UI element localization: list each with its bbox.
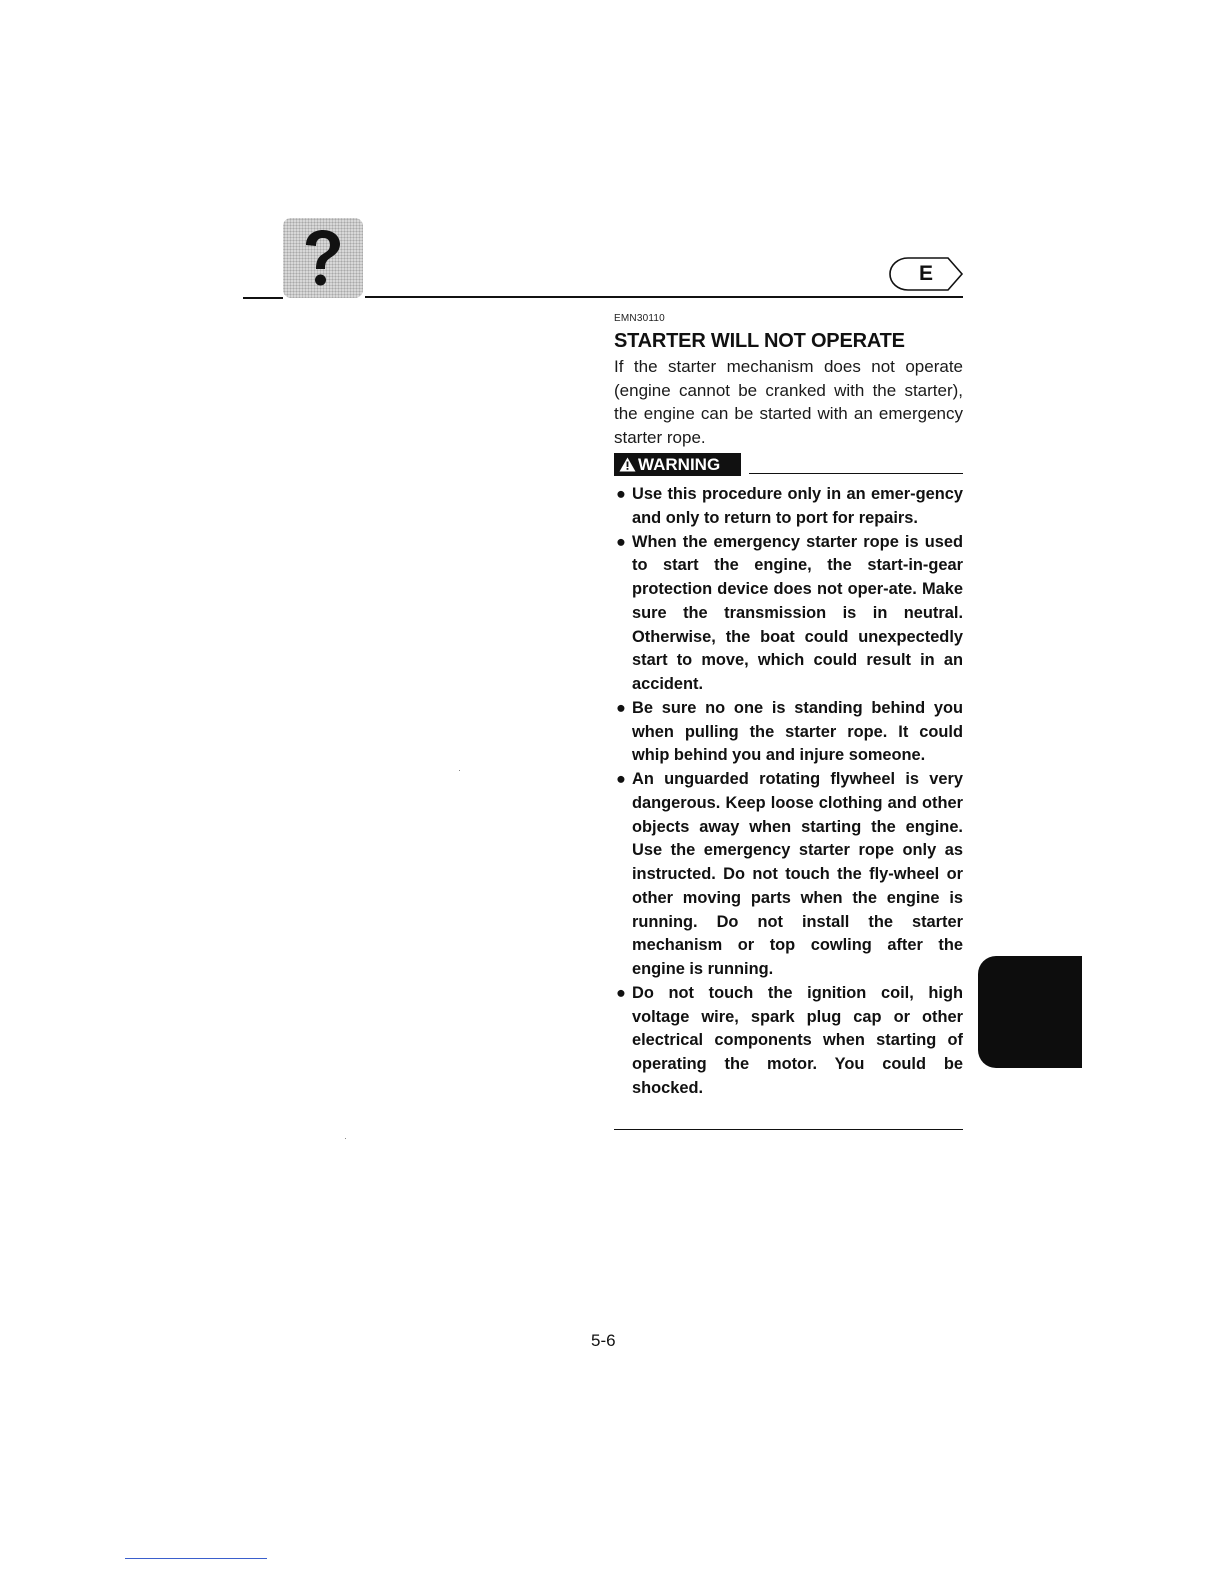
bullet-icon: ● — [616, 770, 626, 788]
warning-item-text: When the emergency starter rope is used to start the engine, the start-in-gear protection device does not oper-ate. Make sure the transmission is in neutral. Otherwise, the boat could unexpectedly start to move, which could result in an accident. — [632, 532, 963, 693]
warning-rule — [749, 473, 963, 474]
bullet-icon: ● — [616, 698, 626, 717]
warning-item-text: Do not touch the ignition coil, high voltage wire, spark plug cap or other electrical components when starting of operating the motor. You could be shocked. — [632, 983, 963, 1097]
warning-triangle-icon — [619, 457, 636, 472]
warning-item — [614, 982, 963, 1101]
warning-item-text: Use this procedure only in an emer-gency and only to return to port for repairs. — [632, 485, 963, 527]
warning-label: WARNING — [638, 455, 721, 474]
warning-badge — [614, 453, 741, 476]
header-rule-right — [365, 296, 963, 298]
footer-link-rule — [125, 1558, 267, 1559]
bullet-icon: ● — [616, 983, 626, 1002]
question-mark-icon — [283, 218, 363, 298]
warning-item-text: Be sure no one is standing behind you when pulling the starter rope. It could whip behind you and injure someone. — [632, 698, 963, 765]
warning-item-text: An unguarded rotating flywheel is very dangerous. Keep loose clothing and other objects away when starting the engine. Use the emergency starter rope only as instructed. Do not touch the fly-wheel or other moving parts when the engine is running. Do not install the starter mechanism or top cowling after the engine is running. — [632, 770, 963, 978]
page-number: 5-6 — [591, 1331, 616, 1350]
warning-item — [614, 531, 963, 697]
scan-speck — [459, 770, 460, 771]
intro-paragraph: If the starter mechanism does not operate (engine cannot be cranked with the starter), the engine can be started with an emergency starter rope. — [614, 357, 963, 448]
warning-item — [614, 768, 963, 982]
question-mark-glyph — [301, 228, 345, 290]
warning-end-rule — [614, 1129, 963, 1130]
scan-speck — [345, 1138, 346, 1139]
document-code: EMN30110 — [614, 313, 665, 324]
header-rule-left — [243, 297, 283, 299]
language-badge — [888, 256, 964, 297]
warning-item — [614, 483, 963, 531]
bullet-icon: ● — [616, 485, 626, 503]
section-title: STARTER WILL NOT OPERATE — [614, 330, 905, 352]
language-letter: E — [918, 262, 933, 285]
warning-list — [614, 483, 963, 1101]
warning-item — [614, 697, 963, 768]
chapter-side-tab — [978, 956, 1082, 1068]
bullet-icon: ● — [616, 532, 626, 551]
